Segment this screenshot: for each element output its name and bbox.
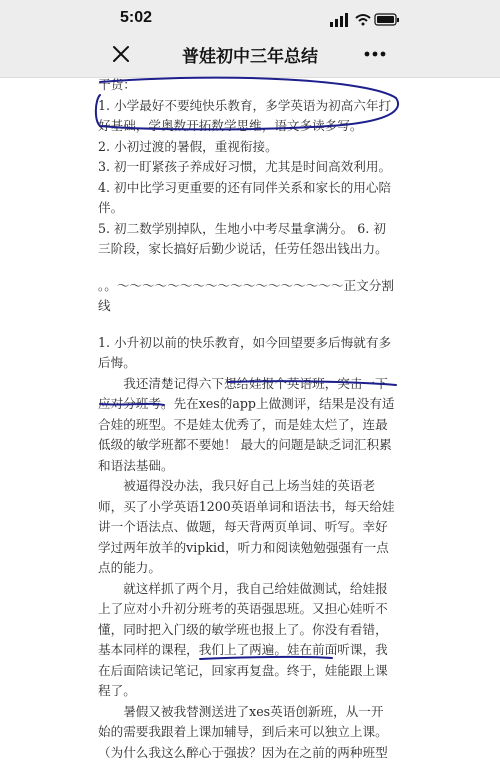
summary-item-2: 2. 小初过渡的暑假，重视衔接。 xyxy=(98,137,396,158)
underline-annotation xyxy=(228,381,396,385)
paragraph-2: 我还清楚记得六下想给娃报个英语班，突击一下应对分班考。先在xes的app上做测评，结果是没有适合娃的班型。不是娃太优秀了，而是娃太烂了，连最低级的敏学班都不要她！ 最大的问题是缺乏词汇积累和语法基础。 xyxy=(98,374,396,477)
paragraph-6: （为什么我这么醉心于强拔？因为在之前的两种班型 xyxy=(98,743,396,763)
summary-item-3: 3. 初一盯紧孩子养成好习惯，尤其是时间高效利用。 xyxy=(98,157,396,178)
status-time: 5:02 xyxy=(120,9,152,27)
paragraph-4: 就这样抓了两个月，我自己给娃做测试，给娃报上了应对小升初分班考的英语强思班。又担心娃听不懂，同时把入门级的敏学班也报上了。你没有看错，基本同样的课程，我们上了两遍。娃在前面听课，我在后面陪读记笔记，回家再复盘。终于，娃能跟上课程了。 xyxy=(98,579,396,702)
page-title: 普娃初中三年总结 xyxy=(160,42,340,67)
paragraph-5: 暑假又被我替测送进了xes英语创新班，从一开始的需要我跟着上课加辅导，到后来可以独立上课。 xyxy=(98,702,396,743)
paragraph-1: 1. 小升初以前的快乐教育，如今回望要多后悔就有多后悔。 xyxy=(98,333,396,374)
underline-annotation xyxy=(100,404,164,405)
summary-heading: 干货： xyxy=(98,75,396,96)
section-divider: 。。～～～～～～～～～～～～～～～～～～正文分割线 xyxy=(98,276,396,317)
underline-annotation xyxy=(200,657,332,659)
summary-circle-annotation xyxy=(96,78,398,130)
summary-item-5: 5. 初二数学别掉队，生地小中考尽量拿满分。 6. 初三阶段，家长搞好后勤少说话，任劳任怨出钱出力。 xyxy=(98,219,396,260)
summary-item-4: 4. 初中比学习更重要的还有同伴关系和家长的用心陪伴。 xyxy=(98,178,396,219)
summary-item-1: 1. 小学最好不要纯快乐教育，多学英语为初高六年打好基础，学奥数开拓数学思维，语文多读多写。 xyxy=(98,96,396,137)
paragraph-3: 被逼得没办法，我只好自己上场当娃的英语老师，买了小学英语1200英语单词和语法书，每天给娃讲一个语法点、做题，每天背两页单词、听写。幸好学过两年放羊的vipkid，听力和阅读勉勉强强有一点点的能力。 xyxy=(98,476,396,579)
